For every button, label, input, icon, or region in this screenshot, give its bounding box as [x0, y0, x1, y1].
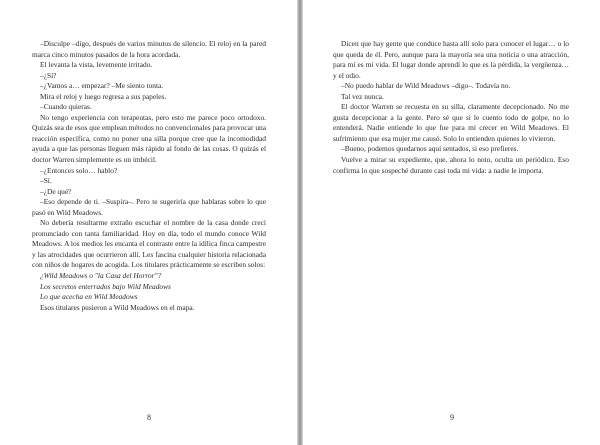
paragraph: –¿De qué? — [40, 186, 72, 196]
paragraph: Dicen que hay gente que conduce hasta allí solo para conocer el lugar… o lo que queda de él. Pero, aunque para la mayoría sea una noticia o una atracción, para mí es mi vida. El lugar donde aprendí lo que es la pérdida, la vergüenza… y el odio. — [333, 39, 569, 80]
page-number-right: 9 — [450, 413, 454, 422]
paragraph: –Bueno, podemos quedarnos aquí sentados, si eso prefieres. — [341, 144, 519, 154]
paragraph: –Cuando quieras. — [40, 102, 92, 112]
paragraph: –¿Sí? — [40, 70, 57, 80]
paragraph: Mira el reloj y luego regresa a sus papeles. — [40, 91, 167, 101]
paragraph: Vuelve a mirar su expediente, que, ahora lo noto, oculta un periódico. Eso confirma lo que sospeché durante casi toda mi vida: a nadie le importa. — [333, 155, 569, 175]
paragraph: –¿Vamos a… empezar? –Me siento tonta. — [40, 81, 164, 91]
left-page — [0, 0, 297, 445]
right-page-text — [333, 39, 569, 176]
paragraph: –Eso depende de ti. –Suspira–. Pero te sugeriría que hablaras sobre lo que pasó en Wild Meadows. — [32, 197, 266, 217]
paragraph: –¿Entonces solo… hablo? — [40, 165, 118, 175]
paragraph: No tengo experiencia con terapeutas, pero esto me parece poco ortodoxo. Quizás sea de esos que emplean métodos no convencionales para provocar una reacción específica, como no poner una silla porque cree que la incomodidad ayuda a que las personas lleguen más rápido al fondo de las cosas. O quizás el doctor Warren simplemente es un imbécil. — [32, 112, 266, 165]
page-number-left: 8 — [147, 413, 151, 422]
paragraph: El levanta la vista, levemente irritado. — [40, 60, 153, 70]
paragraph: Los secretos enterrados bajo Wild Meadows — [40, 281, 171, 291]
right-page — [303, 0, 600, 445]
paragraph: Lo que acecha en Wild Meadows — [40, 292, 138, 302]
paragraph: –Disculpe –digo, después de varios minutos de silencio. El reloj en la pared marca cinco minutos pasados de la hora acordada. — [32, 39, 266, 59]
paragraph: El doctor Warren se recuesta en su silla, claramente decepcionado. No me gusta decepcionar a la gente. Pero sé que si le cuento todo de golpe, no lo entenderá. Nadie entiende lo que fue para mí crecer en Wild Meadows. El sufrimiento que esa mujer me causó. Solo lo entienden quienes lo vivieron. — [333, 102, 569, 143]
paragraph: No debería resultarme extraño escuchar el nombre de la casa donde crecí pronunciado con tanta familiaridad. Hoy en día, todo el mundo conoce Wild Meadows. A los medios les encanta el contraste entre la idílica finca campestre y las atrocidades que ocurrieron allí. Les fascina cualquier historia relacionada con niños de hogares de acogida. Los titulares prácticamente se escriben solos: — [32, 218, 266, 270]
paragraph: ¿Wild Meadows o "la Casa del Horror"? — [40, 271, 162, 281]
paragraph: –Sí. — [40, 176, 52, 186]
left-page-text — [32, 39, 266, 313]
paragraph: Esos titulares pusieron a Wild Meadows en el mapa. — [40, 302, 195, 312]
paragraph: –No puedo hablar de Wild Meadows –digo–. Todavía no. — [341, 81, 511, 91]
paragraph: Tal vez nunca. — [341, 91, 384, 101]
